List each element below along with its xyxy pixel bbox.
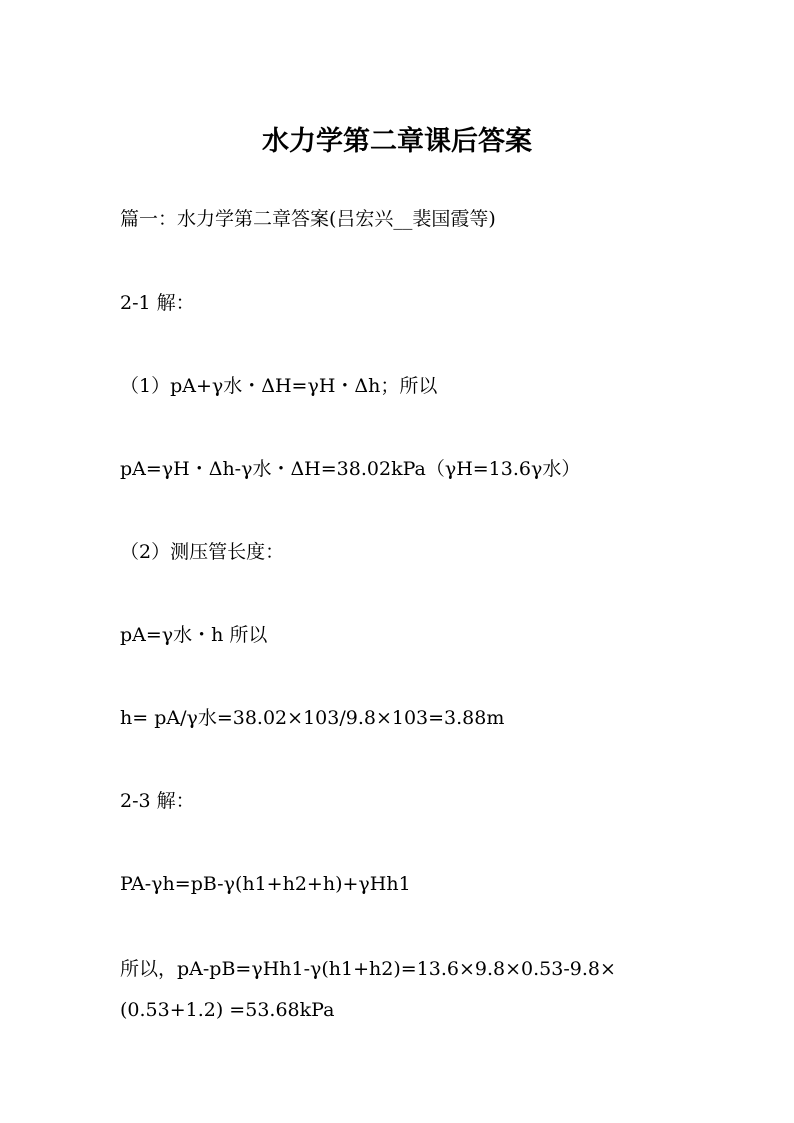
problem-2-3-result-line-1: 所以，pA-pB=γHh1-γ(h1+h2)=13.6×9.8×0.53-9.8× — [120, 958, 616, 980]
step-2-equation: pA=γ水・h 所以 — [120, 624, 268, 646]
step-2-result: h= pA/γ水=38.02×103/9.8×103=3.88m — [120, 707, 505, 729]
step-1-equation: （1）pA+γ水・ΔH=γH・Δh；所以 — [120, 375, 438, 397]
section-heading: 篇一：水力学第二章答案(吕宏兴__裴国霞等) — [120, 208, 496, 230]
problem-2-3-equation: PA-γh=pB-γ(h1+h2+h)+γHh1 — [120, 873, 411, 895]
document-title: 水力学第二章课后答案 — [262, 126, 532, 158]
problem-2-3-result-line-2: (0.53+1.2) =53.68kPa — [120, 999, 335, 1021]
step-2-heading: （2）测压管长度： — [120, 541, 285, 563]
step-1-result: pA=γH・Δh-γ水・ΔH=38.02kPa（γH=13.6γ水） — [120, 458, 581, 480]
problem-label-2-3: 2-3 解： — [120, 790, 195, 812]
problem-label-2-1: 2-1 解： — [120, 292, 195, 314]
